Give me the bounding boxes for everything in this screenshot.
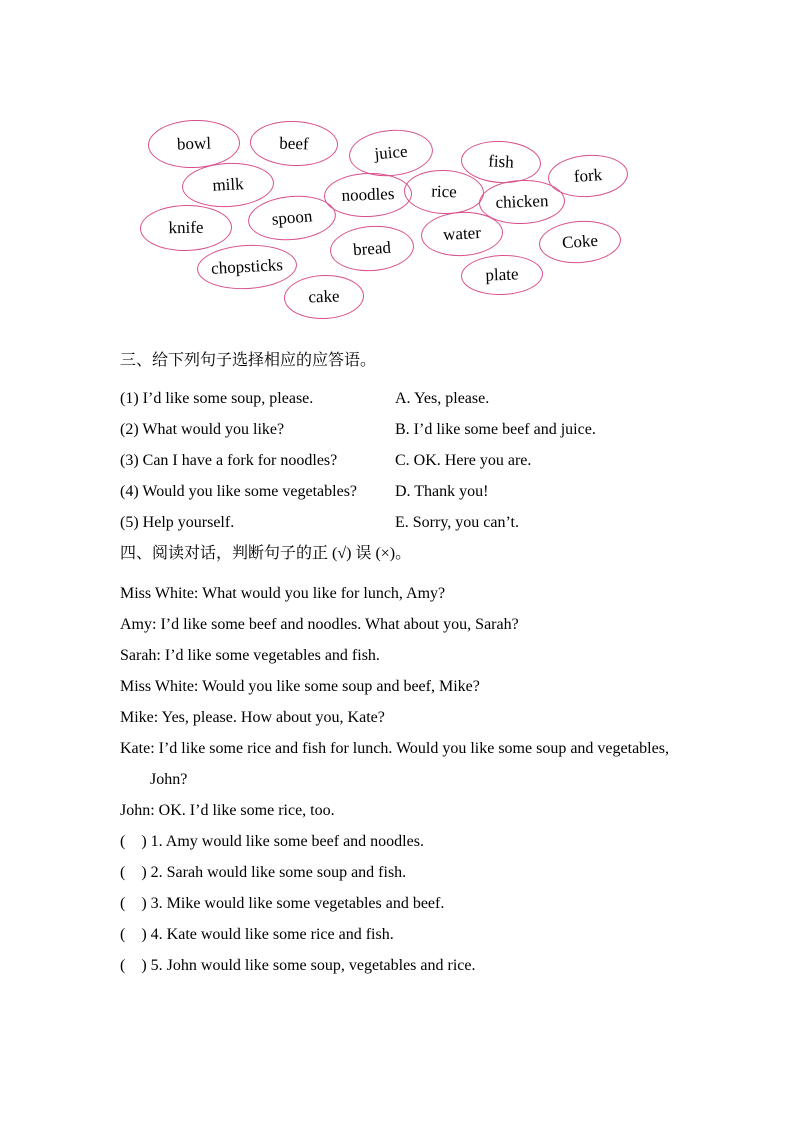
match-answer-e: E. Sorry, you can’t. (395, 514, 519, 531)
word-label-chopsticks: chopsticks (210, 255, 284, 278)
true-false-statement-1: ( ) 1. Amy would like some beef and noodles. (120, 833, 424, 850)
match-answer-d: D. Thank you! (395, 483, 489, 500)
true-false-statement-2: ( ) 2. Sarah would like some soup and fish. (120, 864, 407, 881)
dialogue-line-7: John: OK. I’d like some rice, too. (120, 802, 335, 819)
match-answer-b: B. I’d like some beef and juice. (395, 421, 596, 438)
word-bubble-juice (347, 126, 435, 179)
match-prompt-2: (2) What would you like? (120, 421, 285, 438)
match-prompt-4: (4) Would you like some vegetables? (120, 483, 358, 500)
match-row-1 (120, 390, 695, 408)
word-bubble-beef (249, 119, 339, 167)
dialogue-line-3: Sarah: I’d like some vegetables and fish. (120, 647, 380, 664)
dialogue-line-6-continuation: John? (150, 771, 188, 788)
true-false-statement-3: ( ) 3. Mike would like some vegetables and beef. (120, 895, 445, 912)
word-bubble-plate (460, 254, 543, 297)
dialogue-line-5: Mike: Yes, please. How about you, Kate? (120, 709, 385, 726)
word-label-noodles: noodles (341, 184, 395, 205)
match-prompt-5: (5) Help yourself. (120, 514, 235, 531)
word-bubble-spoon (246, 192, 338, 244)
word-label-fork: fork (573, 165, 603, 186)
word-bubble-bowl (147, 118, 241, 169)
word-bubble-bread (329, 223, 416, 274)
worksheet-body (120, 352, 695, 988)
word-label-spoon: spoon (270, 206, 314, 229)
word-label-knife: knife (168, 217, 204, 238)
word-label-chicken: chicken (495, 191, 549, 212)
match-prompt-3: (3) Can I have a fork for noodles? (120, 452, 338, 469)
word-label-plate: plate (485, 264, 519, 285)
match-row-4 (120, 483, 695, 501)
word-bubble-water (420, 210, 504, 258)
word-label-fish: fish (487, 151, 515, 172)
word-label-water: water (442, 223, 482, 244)
word-label-milk: milk (211, 174, 245, 195)
dialogue-line-2: Amy: I’d like some beef and noodles. What about you, Sarah? (120, 616, 519, 633)
word-label-juice: juice (373, 141, 409, 164)
match-prompt-1: (1) I’d like some soup, please. (120, 390, 314, 407)
word-bubble-coke (538, 218, 623, 266)
match-row-3 (120, 452, 695, 470)
dialogue-line-4: Miss White: Would you like some soup and beef, Mike? (120, 678, 480, 695)
match-answer-a: A. Yes, please. (395, 390, 490, 407)
word-bubble-noodles (323, 171, 412, 218)
word-label-bread: bread (352, 237, 392, 259)
match-answer-c: C. OK. Here you are. (395, 452, 532, 469)
match-row-2 (120, 421, 695, 439)
section-four-heading: 四、阅读对话，判断句子的正 (√) 误 (×)。 (120, 545, 412, 562)
word-bubble-chopsticks (196, 242, 298, 291)
word-label-cake: cake (308, 286, 340, 307)
word-map (0, 0, 793, 340)
dialogue-line-1: Miss White: What would you like for lunch, Amy? (120, 585, 446, 602)
word-bubble-knife (140, 204, 233, 252)
word-label-bowl: bowl (176, 133, 212, 154)
word-label-rice: rice (430, 181, 458, 202)
dialogue-line-6: Kate: I’d like some rice and fish for lunch. Would you like some soup and vegetables, (120, 740, 669, 757)
true-false-statement-4: ( ) 4. Kate would like some rice and fish. (120, 926, 394, 943)
word-label-coke: Coke (561, 230, 599, 253)
match-row-5 (120, 514, 695, 532)
word-bubble-cake (283, 274, 364, 321)
section-three-heading: 三、给下列句子选择相应的应答语。 (120, 352, 377, 369)
word-label-beef: beef (279, 132, 309, 154)
true-false-statement-5: ( ) 5. John would like some soup, vegetables and rice. (120, 957, 476, 974)
